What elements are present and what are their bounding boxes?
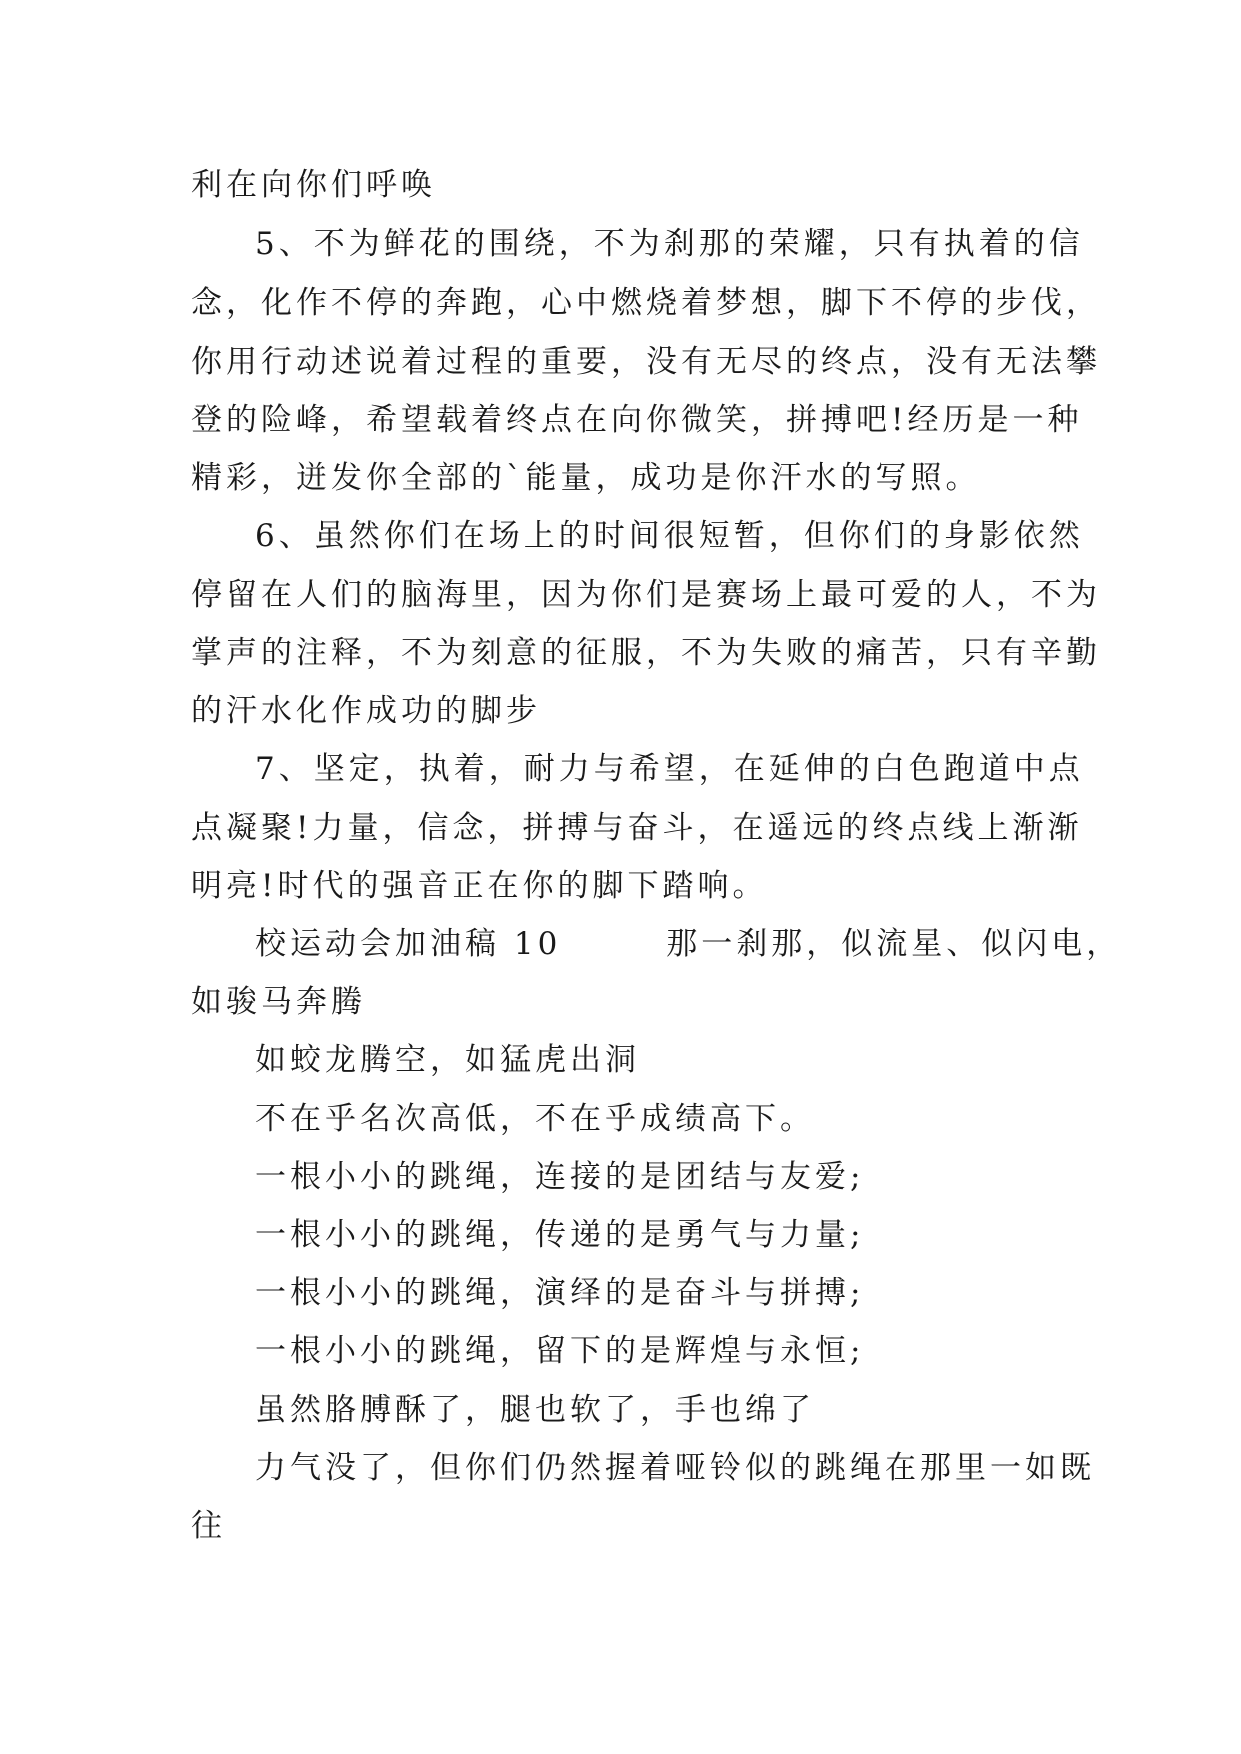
text-line: 如骏马奔腾 <box>191 984 366 1020</box>
text-line: 6、虽然你们在场上的时间很短暂，但你们的身影依然 <box>255 518 1084 554</box>
text-line: 一根小小的跳绳，留下的是辉煌与永恒; <box>255 1333 865 1369</box>
text-line: 一根小小的跳绳，演绎的是奋斗与拼搏; <box>255 1275 865 1311</box>
text-line: 一根小小的跳绳，传递的是勇气与力量; <box>255 1217 865 1253</box>
text-line: 念，化作不停的奔跑，心中燃烧着梦想，脚下不停的步伐， <box>191 285 1101 321</box>
text-line: 校运动会加油稿 10 那一刹那，似流星、似闪电， <box>255 926 1122 962</box>
text-line: 你用行动述说着过程的重要，没有无尽的终点，没有无法攀 <box>191 344 1101 380</box>
text-line: 虽然胳膊酥了，腿也软了，手也绵了 <box>255 1392 815 1428</box>
text-line: 7、坚定，执着，耐力与希望，在延伸的白色跑道中点 <box>255 751 1084 787</box>
text-line: 明亮!时代的强音正在你的脚下踏响。 <box>191 868 768 904</box>
text-line: 5、不为鲜花的围绕，不为刹那的荣耀，只有执着的信 <box>255 226 1084 262</box>
text-line: 一根小小的跳绳，连接的是团结与友爱; <box>255 1159 865 1195</box>
text-line: 力气没了，但你们仍然握着哑铃似的跳绳在那里一如既 <box>255 1450 1095 1486</box>
text-line: 停留在人们的脑海里，因为你们是赛场上最可爱的人，不为 <box>191 577 1101 613</box>
text-line: 掌声的注释，不为刻意的征服，不为失败的痛苦，只有辛勤 <box>191 635 1101 671</box>
text-line: 往 <box>191 1508 226 1544</box>
text-line: 利在向你们呼唤 <box>191 167 436 203</box>
text-line: 登的险峰，希望载着终点在向你微笑，拼搏吧!经历是一种 <box>191 402 1083 438</box>
text-line: 精彩，迸发你全部的`能量，成功是你汗水的写照。 <box>191 460 981 496</box>
text-line: 不在乎名次高低，不在乎成绩高下。 <box>255 1101 815 1137</box>
text-line: 如蛟龙腾空，如猛虎出洞 <box>255 1042 640 1078</box>
text-line: 的汗水化作成功的脚步 <box>191 693 541 729</box>
text-line: 点凝聚!力量，信念，拼搏与奋斗，在遥远的终点线上渐渐 <box>191 810 1083 846</box>
